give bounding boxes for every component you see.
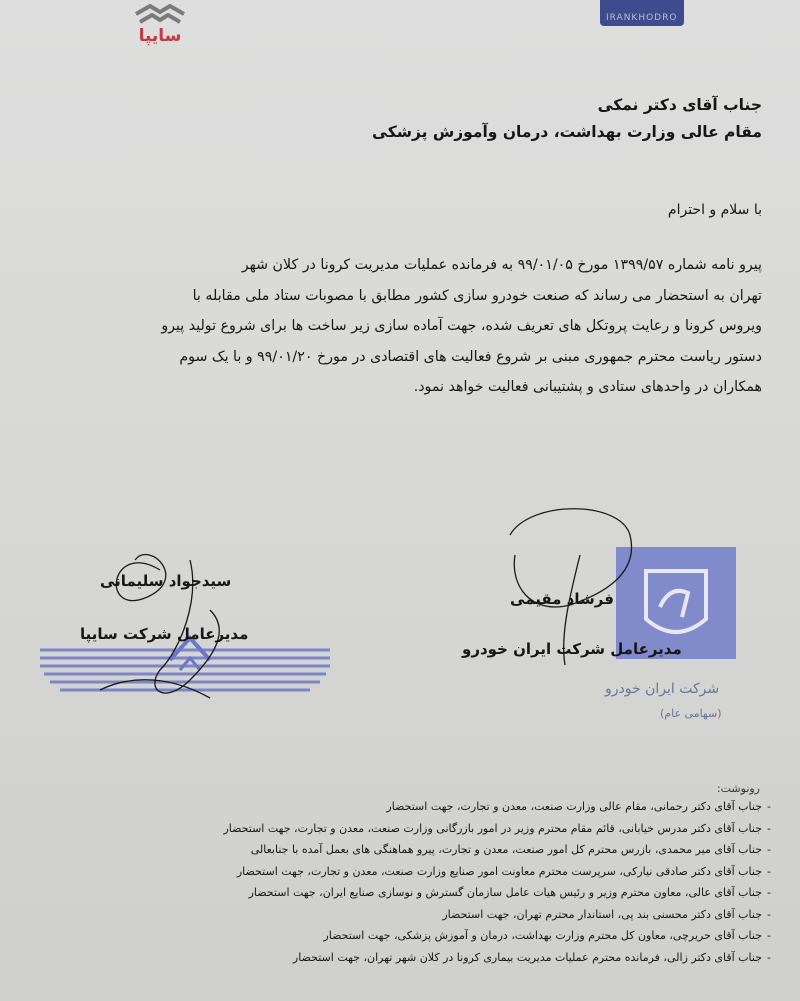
cc-label: رونوشت: [716, 782, 760, 795]
addressee-title: مقام عالی وزارت بهداشت، درمان وآموزش پزشکی [372, 123, 762, 141]
ikco-company-name: شرکت ایران خودرو [605, 681, 720, 697]
saipa-stamp-icon [40, 520, 350, 720]
ikco-logo [600, 0, 684, 26]
cc-item: - جناب آقای دکتر مدرس خیابانی، قائم مقام محترم وزیر در امور بازرگانی وزارت صنعت، معدن و تجارت، جهت استحضار [223, 821, 771, 835]
signature-ikco [420, 495, 780, 755]
body-line: دستور ریاست محترم جمهوری مبنی بر شروع فعالیت های اقتصادی در مورخ ۹۹/۰۱/۲۰ و با یک سوم [179, 348, 762, 365]
addressee-block [202, 92, 762, 146]
saipa-emblem-icon [130, 0, 190, 26]
ikco-logo-text: IRANKHODRO [606, 13, 678, 23]
letter-body [32, 250, 762, 403]
saipa-ceo-title: مدیرعامل شرکت سایپا [80, 625, 249, 643]
greeting: با سلام و احترام [667, 202, 762, 218]
body-line: تهران به استحضار می رساند که صنعت خودرو سازی کشور مطابق با مصوبات ستاد ملی مقابله با [192, 287, 762, 304]
ikco-company-type: (سهامی عام) [660, 707, 722, 720]
cc-item: - جناب آقای میر محمدی، بازرس محترم کل امور صنعت، معدن و تجارت، پیرو هماهنگی های بعمل آمده با جنابعالی [250, 843, 771, 856]
body-line: پیرو نامه شماره ۱۳۹۹/۵۷ مورخ ۹۹/۰۱/۰۵ به فرمانده عملیات مدیریت کرونا در کلان شهر [241, 257, 762, 273]
saipa-ceo-name: سیدجواد سلیمانی [100, 572, 232, 590]
saipa-logo-text: سایپا [138, 26, 182, 46]
saipa-logo [120, 0, 200, 60]
cc-item: - جناب آقای عالی، معاون محترم وزیر و رئیس هیات عامل سازمان گسترش و نوسازی صنایع ایران، جهت استحضار [248, 886, 771, 899]
cc-item: - جناب آقای حریرچی، معاون کل محترم وزارت بهداشت، درمان و آموزش پزشکی، جهت استحضار [323, 929, 771, 942]
body-line: ویروس کرونا و رعایت پروتکل های تعریف شده، جهت آماده سازی زیر ساخت ها برای شروع تولید پیرو [161, 318, 762, 334]
ikco-stamp-icon [420, 495, 780, 755]
signature-saipa [40, 520, 350, 720]
cc-item: - جناب آقای دکتر رحمانی، مقام عالی وزارت صنعت، معدن و تجارت، جهت استحضار [386, 800, 771, 813]
cc-item: - جناب آقای دکتر محسنی بند پی، استاندار محترم تهران، جهت استحضار [442, 907, 771, 921]
cc-item: - جناب آقای دکتر صادقی نیارکی، سرپرست محترم معاونت امور صنایع وزارت صنعت، معدن و تجارت، جهت استحضار [236, 864, 771, 878]
ikco-ceo-title: مدیرعامل شرکت ایران خودرو [462, 640, 682, 658]
addressee-name: جناب آقای دکتر نمکی [597, 96, 762, 114]
cc-item: - جناب آقای دکتر زالی، فرمانده محترم عملیات مدیریت بیماری کرونا در کلان شهر تهران، جهت استحضار [292, 950, 771, 964]
body-line: همکاران در واحدهای ستادی و پشتیبانی فعالیت خواهد نمود. [413, 379, 762, 395]
ikco-ceo-name: فرشاد مقیمی [510, 590, 614, 608]
cc-list [16, 796, 776, 968]
